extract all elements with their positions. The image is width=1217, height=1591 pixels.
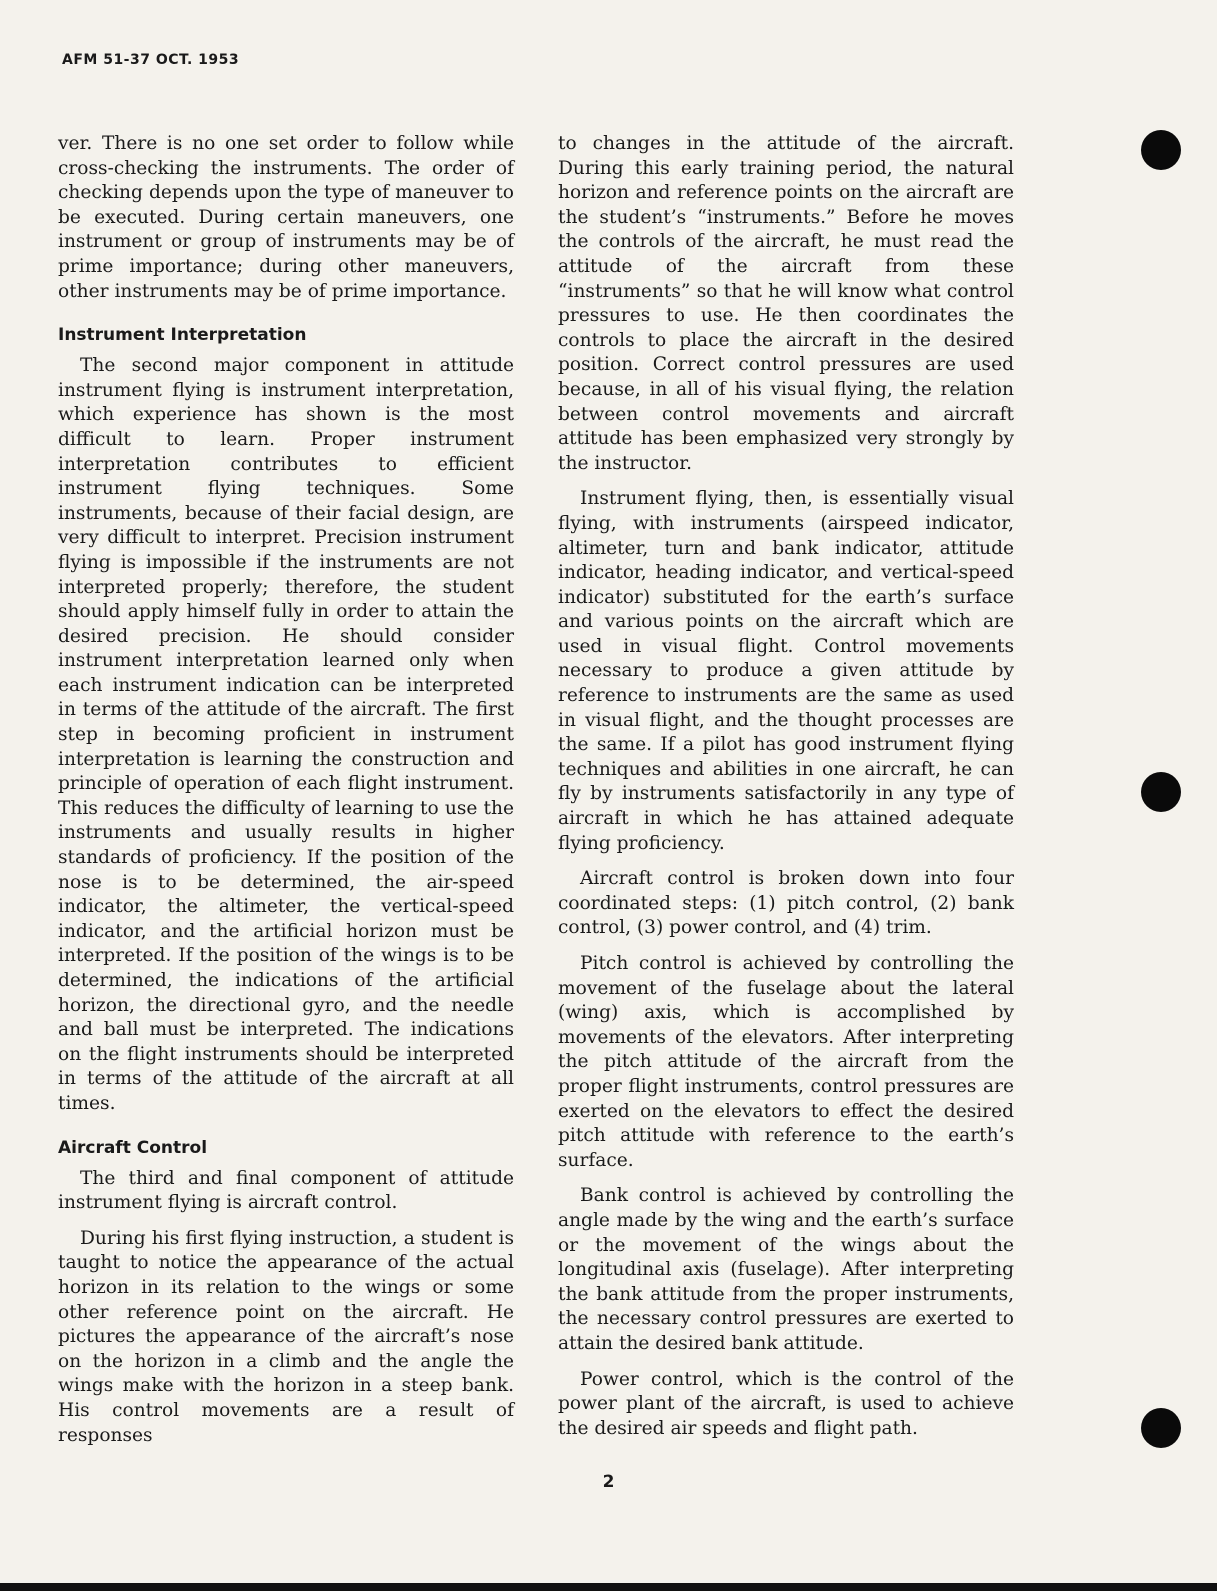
left-column xyxy=(58,132,514,1459)
page-number: 2 xyxy=(602,1472,615,1492)
paragraph: Bank control is achieved by controlling the angle made by the wing and the earth’s surface or the movement of the wings about the longitudinal axis (fuselage). After interpreting the bank attitude from the proper instruments, the necessary control pressures are exerted to attain the desired bank attitude. xyxy=(558,1185,1014,1354)
paragraph: Instrument flying, then, is essentially visual flying, with instruments (airspeed indicator, altimeter, turn and bank indicator, attitude indicator, heading indicator, and vertical-speed indicator) substituted for the earth’s surface and various points on the aircraft which are used in visual flight. Control movements necessary to produce a given attitude by reference to instruments are the same as used in visual flight, and the thought processes are the same. If a pilot has good instrument flying techniques and abilities in one aircraft, he can fly by instruments satisfactorily in any type of aircraft in which he has attained adequate flying proficiency. xyxy=(558,488,1014,854)
binder-hole-icon xyxy=(1141,1408,1181,1448)
right-column xyxy=(558,132,1014,1452)
paragraph: Pitch control is achieved by controlling the movement of the fuselage about the lateral (wing) axis, which is accomplished by movements of the elevators. After interpreting the pitch attitude of the aircraft from the proper flight instruments, control pressures are exerted on the elevators to effect the desired pitch attitude with reference to the earth’s surface. xyxy=(558,953,1014,1171)
scan-edge xyxy=(0,1583,1217,1591)
paragraph: The third and final component of attitude instrument flying is aircraft control. xyxy=(58,1167,514,1214)
paragraph: Aircraft control is broken down into four coordinated steps: (1) pitch control, (2) bank control, (3) power control, and (4) trim. xyxy=(558,868,1014,939)
paragraph: The second major component in attitude instrument flying is instrument interpretation, which experience has shown is the most difficult to learn. Proper instrument interpretation contributes to efficient instrument flying techniques. Some instruments, because of their facial design, are very difficult to interpret. Precision instrument flying is impossible if the instruments are not interpreted properly; therefore, the student should apply himself fully in order to attain the desired precision. He should consider instrument interpretation learned only when each instrument indication can be interpreted in terms of the attitude of the aircraft. The first step in becoming proficient in instrument interpretation is learning the construction and principle of operation of each flight instrument. This reduces the difficulty of learning to use the instruments and usually results in higher standards of proficiency. If the position of the nose is to be determined, the air-speed indicator, the altimeter, the vertical-speed indicator, and the artificial horizon must be interpreted. If the position of the wings is to be determined, the indications of the artificial horizon, the directional gyro, and the needle and ball must be interpreted. The indications on the flight instruments should be interpreted in terms of the attitude of the aircraft at all times. xyxy=(58,355,514,1114)
binder-hole-icon xyxy=(1141,130,1181,170)
paragraph: Power control, which is the control of the power plant of the aircraft, is used to achieve the desired air speeds and flight path. xyxy=(558,1368,1014,1439)
paragraph: During his first flying instruction, a student is taught to notice the appearance of the actual horizon in its relation to the wings or some other reference point on the aircraft. He pictures the appearance of the aircraft’s nose on the horizon in a climb and the angle the wings make with the horizon in a steep bank. His control movements are a result of responses xyxy=(58,1227,514,1446)
section-heading-instrument-interpretation: Instrument Interpretation xyxy=(58,325,307,346)
paragraph: ver. There is no one set order to follow while cross-checking the instruments. The order of checking depends upon the type of maneuver to be executed. During certain maneuvers, one instrument or group of instruments may be of prime importance; during other maneuvers, other instruments may be of prime importance. xyxy=(58,133,514,302)
section-heading-aircraft-control: Aircraft Control xyxy=(58,1137,208,1158)
binder-hole-icon xyxy=(1141,772,1181,812)
page-header: AFM 51-37 OCT. 1953 xyxy=(62,52,240,68)
paragraph: to changes in the attitude of the aircraft. During this early training period, the natural horizon and reference points on the aircraft are the student’s “instruments.” Before he moves the controls of the aircraft, he must read the attitude of the aircraft from these “instruments” so that he will know what control pressures to use. He then coordinates the controls to place the aircraft in the desired position. Correct control pressures are used because, in all of his visual flying, the relation between control movements and aircraft attitude has been emphasized very strongly by the instructor. xyxy=(558,133,1014,474)
